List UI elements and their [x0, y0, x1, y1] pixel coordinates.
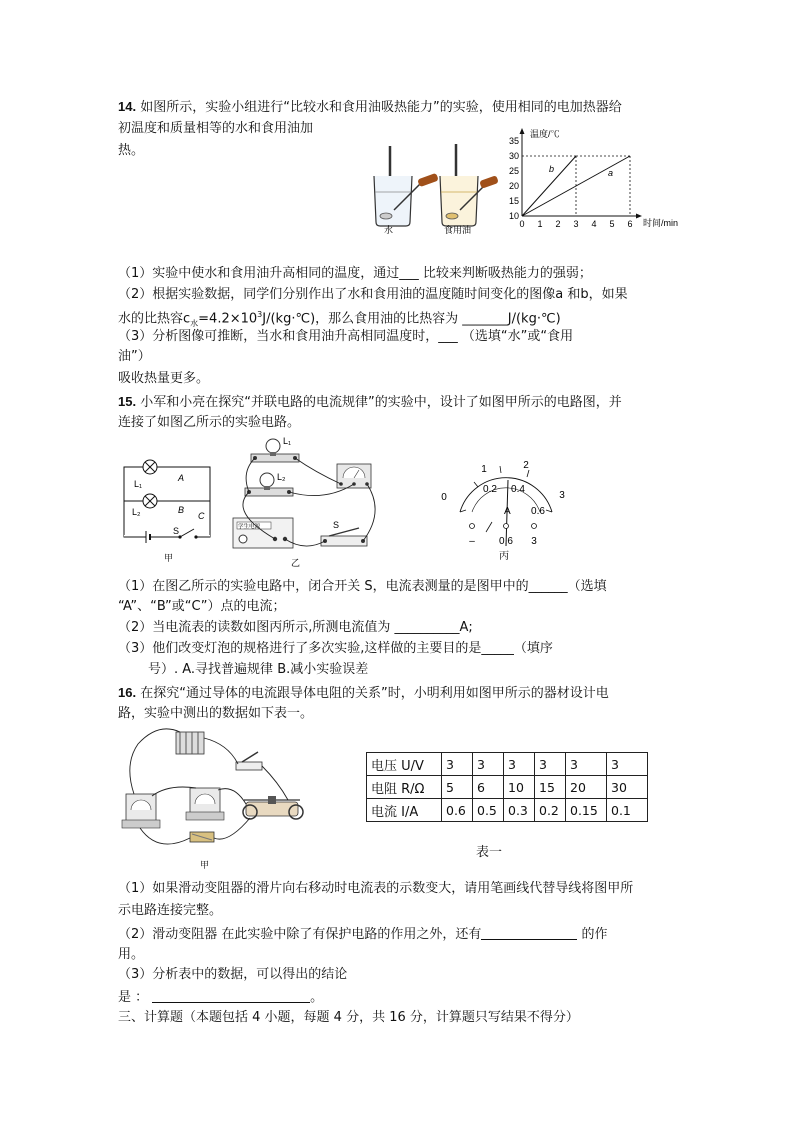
q15-sub1-line1: （1）在图乙所示的实验电路中，闭合开关 S，电流表测量的是图甲中的______（选填 [118, 579, 607, 594]
table-cell: 0.2 [535, 799, 566, 822]
q14-sub2-superscript: 3 [257, 310, 263, 319]
q14-sub2-subscript: 水 [190, 318, 199, 328]
x-tick: 2 [555, 219, 561, 229]
x-tick: 4 [591, 219, 597, 229]
q14-line2: 初温度和质量相等的水和食用油加 [118, 121, 314, 136]
section3-heading: 三、计算题（本题包括 4 小题，每题 4 分，共 16 分，计算题只写结果不得分） [118, 1010, 579, 1025]
table-cell: 3 [607, 753, 648, 776]
table-row-header: 电压 U/V [367, 753, 442, 776]
q16-number: 16. [118, 685, 137, 700]
outer-tick: 2 [523, 460, 529, 471]
label-l1: L₁ [134, 479, 143, 489]
table-row [367, 776, 648, 799]
q15-line1 [118, 393, 622, 412]
q16-apparatus-figure [118, 724, 318, 872]
battery-pack [176, 732, 204, 754]
q14-text1: 如图所示，实验小组进行“比较水和食用油吸热能力”的实验，使用相同的电加热器给 [140, 100, 622, 115]
label-s: S [173, 526, 180, 536]
q16-sub2-line1 [118, 925, 608, 944]
resistor [190, 832, 214, 842]
q15-line2: 连接了如图乙所示的实验电路。 [118, 415, 301, 430]
caption-yi: 乙 [291, 558, 301, 568]
table-cell: 0.1 [607, 799, 648, 822]
q16-sub3-line2 [118, 988, 323, 1007]
terminal-label: 3 [531, 536, 537, 547]
voltmeter-16 [186, 788, 224, 820]
y-tick: 10 [508, 211, 519, 221]
table-cell: 6 [473, 776, 504, 799]
y-tick: 25 [508, 166, 519, 176]
table-row [367, 753, 648, 776]
q15-text1: 小军和小亮在探究“并联电路的电流规律”的实验中，设计了如图甲所示的电路图，并 [140, 395, 622, 410]
table-cell: 3 [473, 753, 504, 776]
x-tick: 6 [627, 219, 633, 229]
water-label: 水 [384, 225, 394, 235]
q16-sub2-text-b: 的作 [577, 927, 608, 942]
table-cell: 3 [504, 753, 535, 776]
q14-sub2-text-c: J/(kg·℃)，那么食用油的比热容为 _______J/(kg·℃) [262, 311, 561, 327]
y-tick: 30 [508, 151, 519, 161]
graph-y-label: 温度/℃ [530, 129, 560, 139]
inner-tick: 0.4 [511, 484, 525, 495]
table-cell: 10 [504, 776, 535, 799]
graph-x-label: 时间/min [643, 218, 679, 228]
caption-jia: 甲 [164, 553, 174, 563]
yi-label-l1: L₁ [283, 436, 292, 446]
q14-number: 14. [118, 99, 137, 114]
data-table [366, 752, 648, 822]
q15-sub3-line2: 号）. A.寻找普遍规律 B.减小实验误差 [148, 662, 369, 677]
q16-line1 [118, 684, 609, 703]
q14-beakers-figure [360, 140, 500, 235]
yi-label-s: S [333, 520, 340, 530]
label-a: A [178, 473, 185, 483]
outer-tick: 3 [559, 490, 565, 501]
table-cell: 0.6 [442, 799, 473, 822]
q14-sub2-text-a: 水的比热容c [118, 311, 191, 327]
q14-sub3-line2: 油”） [118, 349, 151, 364]
y-tick: 35 [508, 136, 519, 146]
table-cell: 0.3 [504, 799, 535, 822]
q14-sub1: （1）实验中使水和食用油升高相同的温度，通过___ 比较来判断吸热能力的强弱； [118, 266, 592, 281]
q16-text1: 在探究“通过导体的电流跟导体电阻的关系”时，小明利用如图甲所示的器材设计电 [140, 686, 609, 701]
q16-sub2-line2: 用。 [118, 947, 145, 962]
q16-line2: 路，实验中测出的数据如下表一。 [118, 706, 314, 721]
oil-label: 食用油 [444, 225, 472, 235]
q16-sub3-text: 是 ： [118, 990, 149, 1005]
outer-tick: 0 [441, 492, 447, 503]
supply-label: 学生电源 [238, 524, 261, 530]
q14-sub3-line3: 吸收热量更多。 [118, 371, 210, 386]
oil-beaker [440, 144, 499, 235]
q15-number: 15. [118, 394, 137, 409]
q15-sub2: （2）当电流表的读数如图丙所示,所测电流值为 __________A; [118, 620, 473, 635]
line-b-label: b [549, 164, 555, 174]
table-cell: 3 [566, 753, 607, 776]
ammeter-16 [122, 794, 160, 828]
q15-ammeter-dial-bing [438, 460, 573, 565]
table-cell: 20 [566, 776, 607, 799]
line-a-label: a [608, 168, 614, 178]
x-tick: 1 [537, 219, 543, 229]
table-cell: 5 [442, 776, 473, 799]
x-tick: 5 [609, 219, 615, 229]
q14-line3: 热。 [118, 143, 145, 158]
q16-sub2-answer-blank[interactable] [481, 925, 577, 940]
table-row [367, 799, 648, 822]
q15-sub3-line1: （3）他们改变灯泡的规格进行了多次实验,这样做的主要目的是_____（填序 [118, 641, 553, 656]
table-cell: 0.15 [566, 799, 607, 822]
label-b: B [178, 505, 185, 515]
terminal-label: 0.6 [499, 536, 513, 547]
q14-temperature-graph [500, 126, 680, 232]
q16-sub2-text-a: （2）滑动变阻器 在此实验中除了有保护电路的作用之外，还有 [118, 927, 482, 942]
apparatus-caption: 甲 [200, 860, 210, 870]
inner-tick: 0.6 [531, 506, 545, 517]
table-row-header: 电阻 R/Ω [367, 776, 442, 799]
terminal-label: – [469, 536, 475, 547]
q16-sub1-line2: 示电路连接完整。 [118, 903, 223, 918]
caption-bing: 丙 [499, 551, 509, 562]
rheostat [243, 796, 303, 819]
table-cell: 3 [535, 753, 566, 776]
power-supply [233, 518, 293, 548]
bulb-l1 [143, 460, 157, 474]
q14-sub2-text-b: =4.2×10 [198, 311, 258, 327]
q15-circuit-diagram-jia [118, 455, 218, 565]
water-beaker [374, 146, 439, 235]
switch-16 [236, 752, 262, 770]
table-cell: 3 [442, 753, 473, 776]
q14-sub2-line1: （2）根据实验数据，同学们分别作出了水和食用油的温度随时间变化的图像a 和b，如果 [118, 287, 628, 302]
unit-a: A [504, 506, 511, 517]
y-tick: 15 [508, 196, 519, 206]
bulb-l2 [143, 494, 157, 508]
lamp-holder-l2 [245, 473, 293, 496]
table-cell: 0.5 [473, 799, 504, 822]
lamp-holder-l1 [251, 439, 299, 462]
outer-tick: 1 [481, 464, 487, 475]
q16-sub3-line1: （3）分析表中的数据，可以得出的结论 [118, 967, 348, 982]
inner-tick: 0.2 [483, 484, 497, 495]
label-l2: L₂ [132, 507, 141, 517]
q14-line1 [118, 98, 622, 117]
x-tick: 3 [573, 219, 579, 229]
q14-sub3-line1: （3）分析图像可推断，当水和食用油升高相同温度时，___ （选填“水”或“食用 [118, 329, 574, 344]
table-cell: 15 [535, 776, 566, 799]
label-c: C [198, 511, 205, 521]
switch-yi [321, 528, 367, 546]
x-tick: 0 [519, 219, 525, 229]
table-row-header: 电流 I/A [367, 799, 442, 822]
yi-label-l2: L₂ [277, 472, 286, 482]
table-caption: 表一 [476, 845, 503, 860]
y-tick: 20 [508, 181, 519, 191]
table-cell: 30 [607, 776, 648, 799]
q16-sub3-answer-blank[interactable] [152, 988, 310, 1003]
q16-sub1-line1: （1）如果滑动变阻器的滑片向右移动时电流表的示数变大，请用笔画线代替导线将图甲所 [118, 881, 634, 896]
q16-sub3-end: 。 [310, 990, 324, 1005]
q15-sub1-line2: “A”、“B”或“C”）点的电流； [118, 599, 286, 614]
q15-physical-circuit-yi [225, 432, 385, 572]
